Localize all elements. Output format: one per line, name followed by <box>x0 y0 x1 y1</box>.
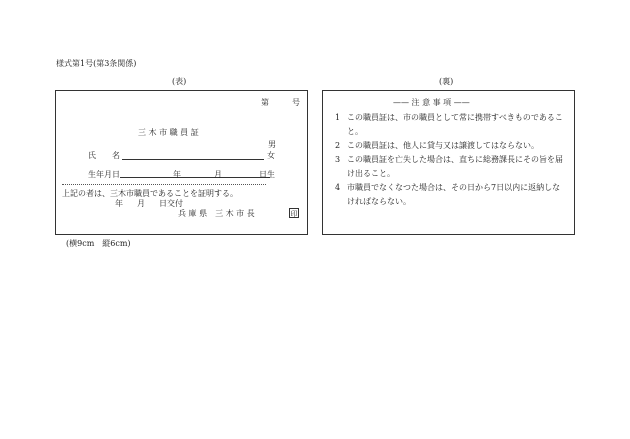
form-title: 様式第1号(第3条関係) <box>56 59 137 68</box>
birth-label: 生年月日 <box>88 170 120 179</box>
issue-day: 日交付 <box>159 199 183 208</box>
note-text: この職員証は、他人に貸与又は譲渡してはならない。 <box>347 141 539 150</box>
number-label: 第 <box>261 98 269 107</box>
issue-month: 月 <box>137 199 145 208</box>
back-caption: (裏) <box>439 77 454 86</box>
note-text: この職員証を亡失した場合は、直ちに総務課長にその旨を届け出ること。 <box>347 155 563 178</box>
name-underline <box>122 159 264 160</box>
notes-heading: —— 注 意 事 項 —— <box>393 98 470 107</box>
gender-male: 男 <box>268 140 276 149</box>
number-suffix: 号 <box>292 98 300 107</box>
front-caption: (表) <box>172 77 187 86</box>
gender-female: 女 <box>267 151 275 160</box>
name-label: 氏 名 <box>88 151 120 160</box>
note-text: 市職員でなくなつた場合は、その日から7日以内に返納しなければならない。 <box>347 183 561 206</box>
id-card-front <box>55 90 308 235</box>
note-number: 2 <box>335 141 341 150</box>
issuer: 兵 庫 県 三 木 市 長 <box>178 209 255 218</box>
id-card-back <box>322 90 575 235</box>
birth-year: 年 <box>173 170 181 179</box>
certify-text: 上記の者は、三木市職員であることを証明する。 <box>62 189 238 198</box>
birth-month: 月 <box>214 170 222 179</box>
note-text: この職員証は、市の職員として常に携帯すべきものであること。 <box>347 113 563 136</box>
size-note: (横9cm 縦6cm) <box>66 239 131 248</box>
note-number: 4 <box>335 183 341 192</box>
note-number: 3 <box>335 155 341 164</box>
seal-stamp: 印 <box>290 210 298 218</box>
birth-underline <box>120 177 270 178</box>
note-item <box>335 139 567 153</box>
birth-day: 日生 <box>259 170 275 179</box>
issue-year: 年 <box>115 199 123 208</box>
separator-dotted <box>62 184 266 185</box>
note-item <box>335 111 567 139</box>
note-item <box>335 153 567 181</box>
note-item <box>335 181 567 209</box>
card-title: 三 木 市 職 員 証 <box>138 128 199 137</box>
note-number: 1 <box>335 113 341 122</box>
